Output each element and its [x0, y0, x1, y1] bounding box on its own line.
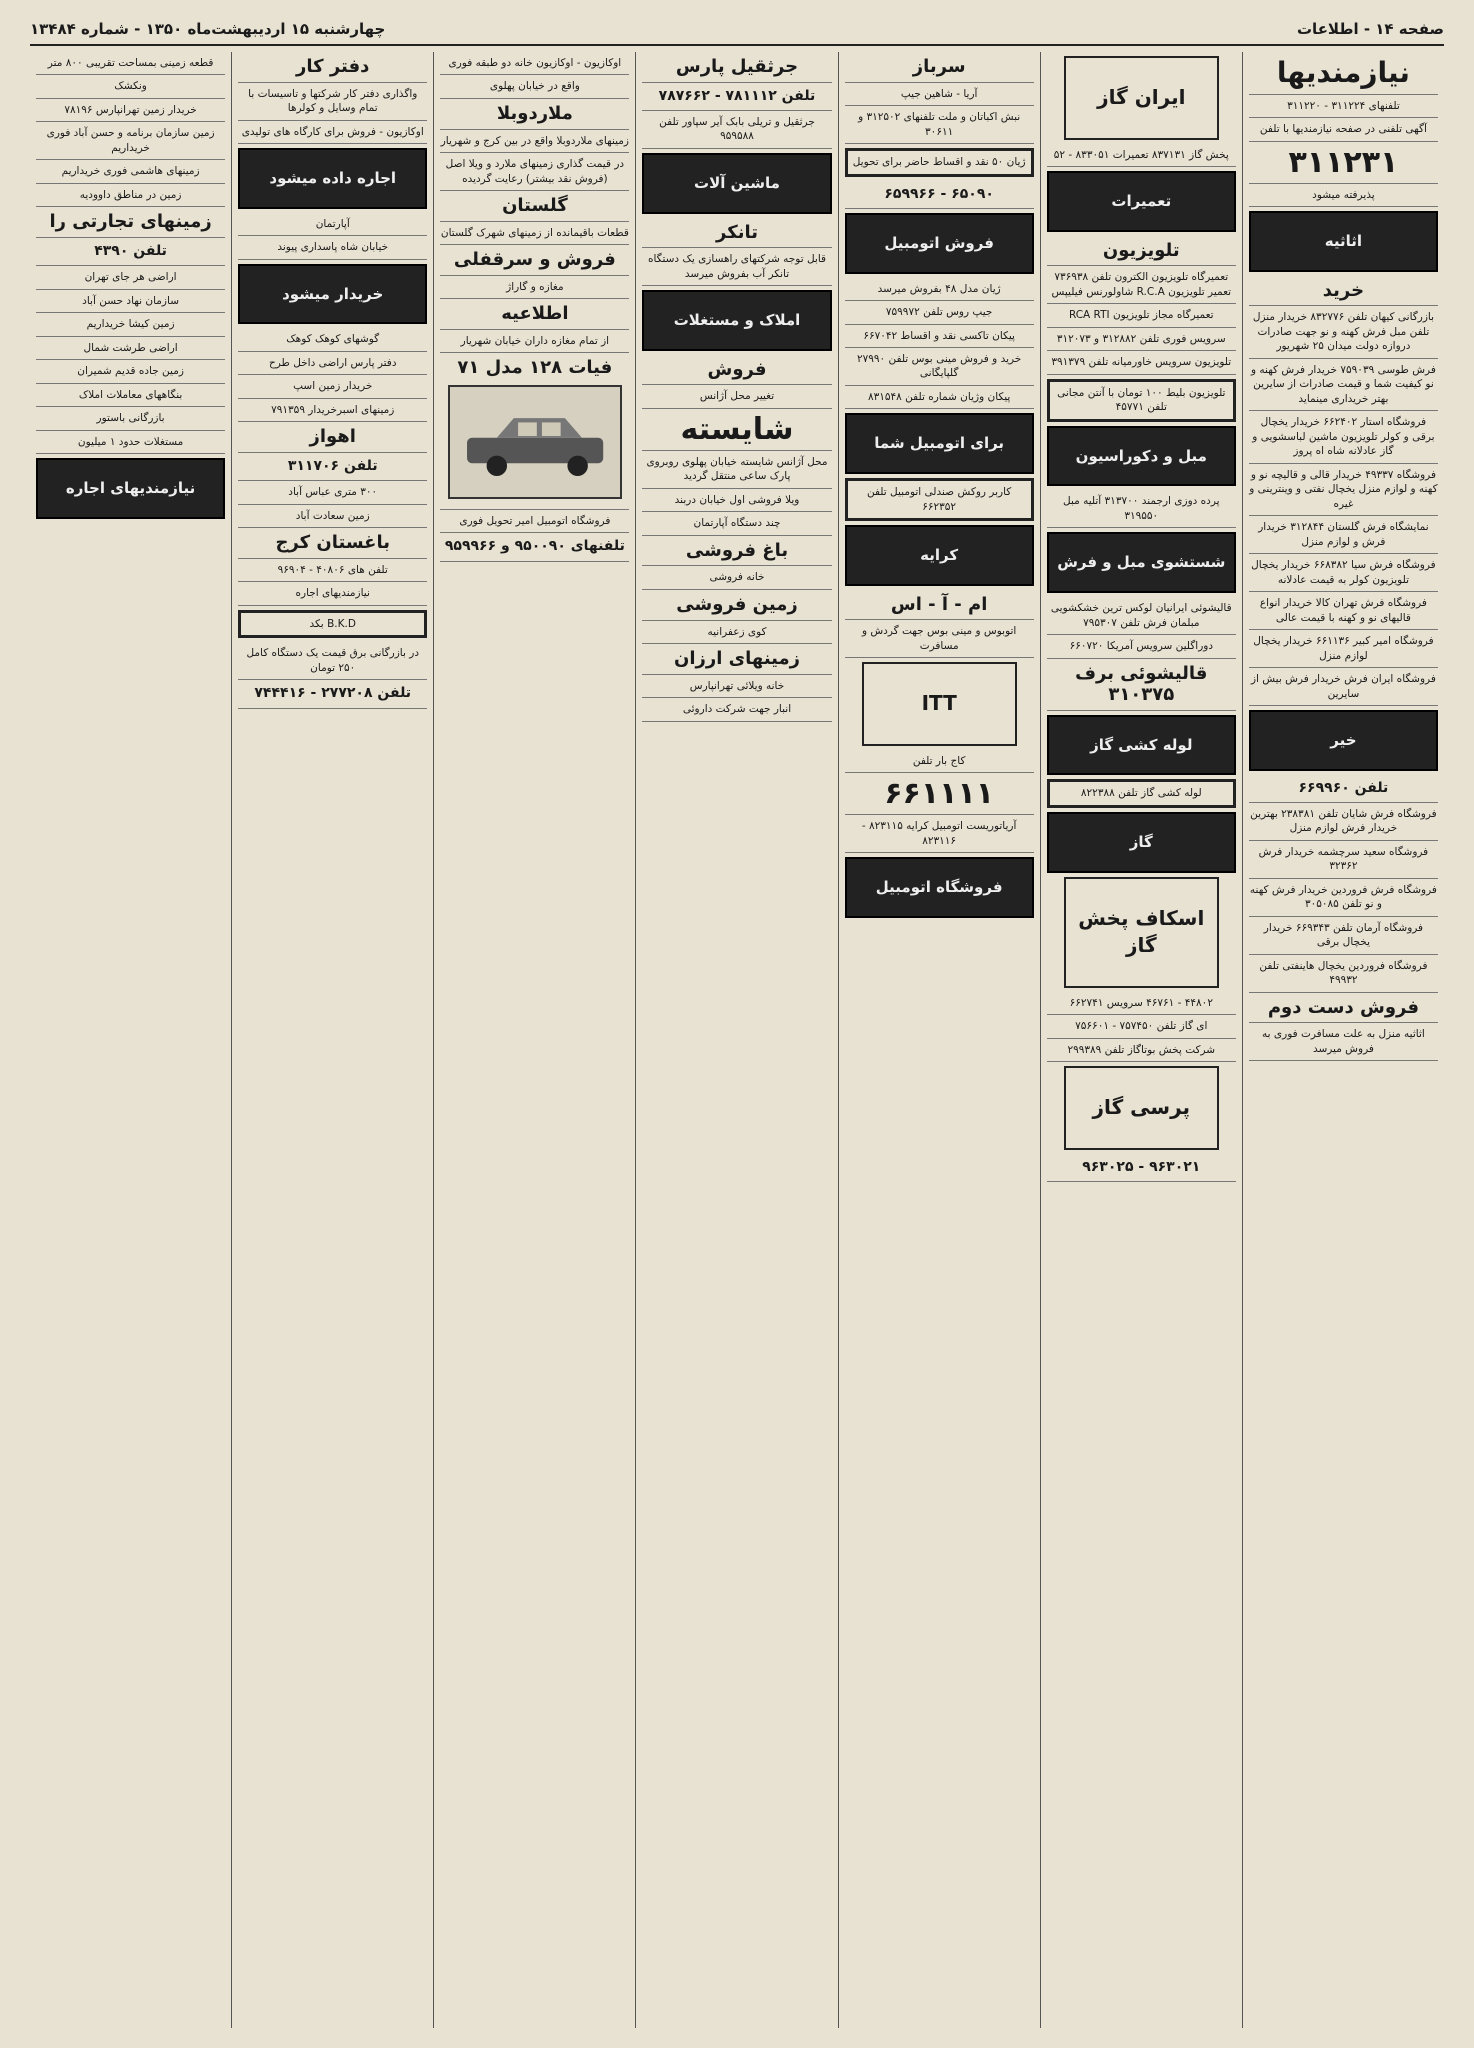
- ad-text: ۴۴۸۰۲ - ۴۶۷۶۱ سرویس ۶۶۲۷۴۱: [1069, 996, 1213, 1009]
- classified-ad: [440, 222, 629, 245]
- ad-text: خریدار زمین اسپ: [293, 380, 373, 393]
- ad-text: قطعه زمینی بمساحت تقریبی ۸۰۰ متر: [47, 57, 214, 69]
- ad-text: خریدار میشود: [282, 284, 384, 303]
- classified-ad: [845, 815, 1034, 853]
- classified-ad: [642, 52, 831, 83]
- ad-text: پیکان تاکسی نقد و اقساط ۶۶۷۰۴۲: [863, 329, 1015, 342]
- classified-ad: [36, 313, 225, 336]
- ad-text: پخش گاز ۸۳۷۱۳۱ تعمیرات ۸۳۳۰۵۱ - ۵۲: [1053, 148, 1229, 161]
- ad-text: زمین سعادت آباد: [295, 509, 370, 522]
- ad-text: گاز: [1129, 832, 1153, 851]
- classified-ad: [1047, 236, 1236, 267]
- ad-text: فروشگاه ایران فرش خریدار فرش بیش از سایرین: [1250, 673, 1436, 700]
- ad-text: ژیان ۵۰ نقد و اقساط حاضر برای تحویل: [852, 156, 1026, 169]
- ad-text: اسکاف پخش گاز: [1078, 905, 1205, 958]
- ad-text: ای گاز تلفن ۷۵۷۴۵۰ - ۷۵۶۶۰۱: [1075, 1020, 1208, 1033]
- classified-ad: [1249, 142, 1438, 184]
- classified-ad: [1249, 411, 1438, 463]
- classified-ad: [440, 52, 629, 75]
- classified-ad: [238, 213, 427, 236]
- ad-text: ۹۶۳۰۲۱ - ۹۶۳۰۲۵: [1082, 1158, 1201, 1175]
- ad-text: محل آژانس شایسته خیابان پهلوی روبروی پارک ساعی منتقل گردید: [646, 455, 828, 483]
- ad-text: زمین کیشا خریداریم: [86, 318, 175, 331]
- classified-ad: [238, 505, 427, 528]
- ad-text: تعمیرات: [1111, 192, 1172, 211]
- boxed-ad: [1047, 779, 1236, 807]
- classified-ad: [440, 330, 629, 353]
- classified-ad: [1249, 184, 1438, 207]
- ad-text: اراضی هر جای تهران: [84, 271, 177, 284]
- classified-ad: [642, 248, 831, 286]
- classified-ad: [440, 276, 629, 299]
- classified-ad: [1047, 1154, 1236, 1182]
- classified-ad: [1249, 464, 1438, 516]
- classified-ad: [36, 238, 225, 266]
- classified-ad: [1249, 775, 1438, 803]
- ad-text: خریدار زمین تهرانپارس ۷۸۱۹۶: [64, 103, 197, 116]
- car-ad: [440, 353, 629, 510]
- classified-ad: [238, 328, 427, 351]
- boxed-ad: [845, 148, 1034, 176]
- classified-ad: [36, 52, 225, 75]
- ad-text: اثاثیه منزل به علت مسافرت فوری به فروش میرسد: [1262, 1028, 1425, 1055]
- classified-ad: [642, 621, 831, 644]
- classified-ad: [440, 245, 629, 276]
- ad-text: تلویزیون: [1102, 239, 1180, 261]
- ad-text: شستشوی مبل و فرش: [1057, 553, 1226, 572]
- ad-text: لوله کشی گاز تلفن ۸۲۲۳۸۸: [1080, 787, 1202, 800]
- ad-text: تلفن ۳۱۱۷۰۶: [287, 457, 378, 474]
- ad-text: فروش: [707, 358, 767, 380]
- classified-ad: [1047, 1015, 1236, 1038]
- ad-text: اثاثیه: [1324, 232, 1363, 251]
- ad-text: ITT: [921, 691, 957, 716]
- classified-ad: [642, 536, 831, 567]
- classified-ad: [845, 52, 1034, 83]
- ad-text: تلفن های ۴۰۸۰۶ - ۹۶۹۰۴: [277, 563, 388, 576]
- classified-ad: [642, 111, 831, 149]
- classified-ad: [238, 236, 427, 259]
- classified-ad: [440, 75, 629, 98]
- ad-text: گلستان: [502, 195, 568, 217]
- column-col4: [635, 52, 837, 2028]
- ad-text: فروشگاه فرش تهران کالا خریدار انواع قالیهای نو و کهنه با قیمت عالی: [1259, 597, 1427, 624]
- ad-text: خانه ویلائی تهرانپارس: [689, 679, 785, 692]
- ad-text: تلفن ۴۳۹۰: [94, 242, 167, 259]
- column-col3: [838, 52, 1040, 2028]
- classified-ad: [1249, 359, 1438, 411]
- boxed-ad: [1047, 379, 1236, 422]
- ad-text: باغستان کرج: [275, 532, 390, 554]
- ad-text: از تمام مغازه داران خیابان شهریار: [460, 334, 610, 347]
- classified-ad: [642, 698, 831, 721]
- section-banner: [1047, 426, 1236, 487]
- ad-text: فرش طوسی ۷۵۹۰۳۹ خریدار فرش کهنه و نو کیفیت شما و قیمت صادرات از سایرین بهتر خریداری مینماید: [1250, 363, 1436, 405]
- ad-text: فروشگاه فروردین یخچال هاینفتی تلفن ۴۹۹۳۲: [1259, 959, 1428, 987]
- ad-text: اجاره داده میشود: [269, 169, 397, 188]
- classified-ad: [1249, 554, 1438, 592]
- ad-text: فروشگاه اتومبیل امیر تحویل فوری: [459, 514, 611, 527]
- classified-ad: [1249, 993, 1438, 1024]
- ad-text: شرکت پخش بوتاگاز تلفن ۲۹۹۳۸۹: [1067, 1043, 1216, 1056]
- classified-ad: [238, 375, 427, 398]
- ad-text: ۶۵۰۹۰ - ۶۵۹۹۶۶: [884, 185, 994, 202]
- ad-text: دفتر کار: [296, 56, 370, 77]
- ad-text: زمین فروشی: [676, 593, 798, 615]
- ad-text: فروشگاه سعید سرچشمه خریدار فرش ۳۲۳۶۲: [1258, 845, 1429, 873]
- classified-ad: [845, 325, 1034, 348]
- ad-text: خیر: [1330, 730, 1357, 749]
- section-banner: [1047, 715, 1236, 776]
- ad-text: خرید: [1322, 279, 1365, 301]
- classified-ad: [1249, 879, 1438, 917]
- column-col5: [433, 52, 635, 2028]
- ad-text: تانکر: [716, 221, 758, 243]
- classified-ad: [440, 510, 629, 533]
- section-banner: [845, 213, 1034, 274]
- ad-text: قطعات باقیمانده از زمینهای شهرک گلستان: [440, 226, 629, 239]
- ad-text: ۳۰۰ متری عباس آباد: [288, 486, 378, 499]
- ad-text: آریا - شاهین جیپ: [900, 87, 978, 100]
- ad-text: سازمان نهاد حسن آباد: [82, 294, 179, 307]
- classified-ad: [1249, 516, 1438, 554]
- column-col7: [30, 52, 231, 2028]
- ad-text: اراضی طرشت شمال: [83, 341, 178, 354]
- ad-text: آریاتوریست اتومبیل کرایه ۸۲۳۱۱۵ - ۸۲۳۱۱۶: [861, 820, 1017, 847]
- ad-text: در بازرگانی برق قیمت یک دستگاه کامل ۲۵۰ تومان: [246, 647, 420, 674]
- classified-ad: [642, 385, 831, 408]
- ad-text: فروشگاه اتومبیل: [875, 878, 1003, 897]
- ad-text: پذیرفته میشود: [1312, 188, 1375, 201]
- column-col6: [231, 52, 433, 2028]
- classified-ad: [238, 352, 427, 375]
- ad-text: ۳۱۱۲۳۱: [1288, 144, 1399, 180]
- classified-ad: [36, 122, 225, 160]
- classified-ad: [1249, 118, 1438, 141]
- classified-ad: [238, 453, 427, 481]
- ad-text: بازرگانی کیهان تلفن ۸۳۲۷۷۶ خریدار منزل تلفن مبل فرش کهنه و نو جهت صادرات دروازه دولت میدان ۲۵ شهریور: [1252, 311, 1435, 353]
- classified-ad: [1249, 95, 1438, 118]
- ad-text: دفتر پارس اراضی داخل طرح: [268, 356, 397, 369]
- classified-ad: [36, 431, 225, 454]
- ad-text: بنگاههای معاملات املاک: [78, 388, 183, 401]
- ad-text: مغازه و گاراژ: [506, 280, 564, 293]
- ad-text: زمینهای ملاردوبلا واقع در بین کرج و شهریار: [440, 134, 629, 147]
- ad-text: مبل و دکوراسیون: [1075, 446, 1207, 465]
- ad-text: ونکشک: [114, 80, 147, 93]
- classified-ad: [845, 386, 1034, 409]
- ad-text: گوشهای کوهک کوهک: [286, 333, 380, 346]
- classified-ad: [1249, 1023, 1438, 1061]
- classified-ad: [642, 409, 831, 451]
- section-banner: [1249, 710, 1438, 771]
- classified-ad: [1249, 630, 1438, 668]
- ad-text: کوی زعفرانیه: [707, 625, 767, 638]
- classified-ad: [1047, 659, 1236, 711]
- ad-text: فروشگاه ۴۹۳۳۷ خریدار قالی و قالیچه نو و کهنه و لوازم منزل یخچال نفتی و وینترینی و غیره: [1249, 468, 1438, 510]
- ad-text: انبار جهت شرکت داروئی: [682, 703, 792, 716]
- ad-text: زمینهای ارزان: [673, 647, 801, 669]
- classified-ad: [845, 83, 1034, 106]
- classified-ad: [36, 384, 225, 407]
- ad-text: فروشگاه فرش فروردین خریدار فرش کهنه و نو تلفن ۳۰۵۰۸۵: [1249, 883, 1437, 911]
- ad-text: ایران گاز: [1097, 85, 1186, 109]
- classified-ad: [238, 399, 427, 422]
- ad-text: زمین سازمان برنامه و حسن آباد فوری خریداریم: [46, 127, 215, 154]
- classified-ad: [36, 337, 225, 360]
- ad-text: ویلا فروشی اول خیابان دربند: [674, 493, 800, 506]
- classified-ad: [1047, 1039, 1236, 1062]
- ad-text: فروش دست دوم: [1267, 996, 1419, 1018]
- ad-text: کرایه: [920, 546, 959, 565]
- classified-ad: [238, 582, 427, 605]
- ad-text: زمین در مناطق داوودیه: [79, 188, 182, 201]
- classified-ad: [36, 266, 225, 289]
- boxed-ad: [845, 478, 1034, 521]
- classifieds-page: [30, 52, 1444, 2028]
- classified-ad: [1047, 490, 1236, 528]
- classified-ad: [440, 191, 629, 222]
- ad-text: تلفن ۷۸۱۱۱۲ - ۷۸۷۶۶۲: [658, 87, 816, 104]
- classified-ad: [1047, 144, 1236, 167]
- ad-text: جرثقیل پارس: [675, 56, 799, 77]
- classified-ad: [440, 153, 629, 191]
- ad-text: خانه فروشی: [709, 571, 765, 584]
- classified-ad: [238, 52, 427, 83]
- ad-text: فروشگاه استار ۶۶۲۴۰۲ خریدار یخچال برقی و کولر تلویزیون ماشین لباسشویی و گاز عادلانه شاه اه پروز: [1252, 416, 1435, 458]
- classified-ad: [845, 620, 1034, 658]
- ad-text: آگهی تلفنی در صفحه نیازمندیها با تلفن: [1259, 123, 1427, 136]
- ad-text: نیازمندیهای اجاره: [295, 587, 370, 600]
- ad-text: دوراگلین سرویس آمریکا ۶۶۰۷۲۰: [1069, 640, 1214, 653]
- classified-ad: [845, 773, 1034, 815]
- classified-ad: [1047, 304, 1236, 327]
- ad-text: جرثقیل و تریلی بابک آیر سپاور تلفن ۹۵۹۵۸۸: [659, 115, 815, 143]
- ad-text: اطلاعیه: [501, 303, 569, 325]
- page-header: [30, 14, 1444, 46]
- classified-ad: [845, 348, 1034, 386]
- ad-text: اوکازیون - فروش برای کارگاه های تولیدی: [241, 125, 424, 138]
- ad-text: نیازمندیهای اجاره: [65, 479, 196, 498]
- classified-ad: [36, 99, 225, 122]
- classified-ad: [642, 218, 831, 249]
- ad-text: ام - آ - اس: [890, 593, 988, 615]
- classified-ad: [845, 590, 1034, 621]
- classified-ad: [1047, 351, 1236, 374]
- classified-ad: [1047, 635, 1236, 658]
- classified-ad: [1047, 328, 1236, 351]
- section-banner: [845, 857, 1034, 918]
- classified-ad: [238, 642, 427, 680]
- classified-ad: [642, 644, 831, 675]
- ad-text: فروش و سرقفلی: [453, 249, 616, 271]
- ad-logo: [1064, 1066, 1219, 1150]
- ad-text: زمینهای تجارتی را: [49, 211, 212, 233]
- ad-text: تلفن ۲۷۷۲۰۸ - ۷۴۴۴۱۶: [254, 685, 412, 702]
- ad-text: کاج بار تلفن: [912, 754, 966, 767]
- classified-ad: [440, 130, 629, 153]
- ad-text: نیازمندیها: [1276, 56, 1410, 89]
- classified-ad: [440, 533, 629, 561]
- car-icon: [450, 387, 620, 497]
- ad-text: ژیان مدل ۴۸ بفروش میرسد: [877, 282, 1001, 295]
- classified-ad: [642, 451, 831, 489]
- section-banner: [1047, 812, 1236, 873]
- ad-logo: [862, 662, 1017, 746]
- ad-text: نمایشگاه فرش گلستان ۳۱۲۸۴۴ خریدار فرش و لوازم منزل: [1258, 521, 1429, 548]
- classified-ad: [36, 160, 225, 183]
- boxed-ad: [238, 610, 427, 638]
- section-banner: [845, 525, 1034, 586]
- classified-ad: [238, 481, 427, 504]
- page-label: صفحه ۱۴ - اطلاعات: [1296, 20, 1444, 38]
- ad-text: پیکان وژیان شماره تلفن ۸۳۱۵۴۸: [867, 390, 1011, 403]
- classified-ad: [642, 512, 831, 535]
- classified-ad: [642, 83, 831, 111]
- classified-ad: [642, 590, 831, 621]
- classified-ad: [36, 184, 225, 207]
- ad-text: تلویزیون بلیط ۱۰۰ تومان با آنتن مجانی تلفن ۴۵۷۷۱: [1057, 386, 1226, 414]
- classified-ad: [1249, 306, 1438, 358]
- ad-text: زمینهای هاشمی فوری خریداریم: [61, 165, 200, 178]
- ad-text: واقع در خیابان پهلوی: [489, 80, 580, 93]
- classified-ad: [440, 99, 629, 130]
- section-banner: [642, 290, 831, 351]
- classified-ad: [845, 181, 1034, 209]
- classified-ad: [36, 290, 225, 313]
- classified-ad: [642, 566, 831, 589]
- ad-text: قابل توجه شرکتهای راهسازی یک دستگاه تانکر آب بفروش میرسد: [647, 253, 827, 280]
- ad-text: بازرگانی باستور: [96, 412, 165, 425]
- ad-text: تلفنهای ۹۵۰۰۹۰ و ۹۵۹۹۶۶: [444, 538, 625, 555]
- classified-ad: [238, 528, 427, 559]
- column-col2: [1040, 52, 1242, 2028]
- ad-text: ۶۶۱۱۱۱: [884, 776, 995, 812]
- ad-text: نبش اکباتان و ملت تلفنهای ۳۱۲۵۰۲ و ۳۰۶۱۱: [858, 111, 1021, 138]
- section-banner: [1047, 171, 1236, 232]
- classified-ad: [1249, 955, 1438, 993]
- section-banner: [642, 153, 831, 214]
- classified-ad: [845, 750, 1034, 773]
- classified-ad: [642, 489, 831, 512]
- classified-ad: [1047, 597, 1236, 635]
- ad-text: زمین جاده قدیم شمیران: [77, 365, 184, 378]
- ad-text: چند دستگاه آپارتمان: [693, 517, 781, 530]
- ad-text: پرده دوزی ارجمند ۳۱۳۷۰۰ آتلیه مبل ۳۱۹۵۵۰: [1063, 495, 1220, 522]
- ad-logo: [1064, 56, 1219, 140]
- ad-text: تعمیرگاه مجاز تلویزیون RCA RTI: [1068, 309, 1214, 322]
- classified-ad: [1249, 592, 1438, 630]
- ad-text: تلفن ۶۶۹۹۶۰: [1298, 779, 1389, 796]
- classified-ad: [238, 680, 427, 708]
- ad-text: سرباز: [912, 56, 966, 77]
- ad-text: مستغلات حدود ۱ میلیون: [77, 435, 184, 448]
- classified-ad: [845, 301, 1034, 324]
- car-ad-title: فیات ۱۲۸ مدل ۷۱: [457, 357, 613, 379]
- classified-ad: [36, 75, 225, 98]
- classified-ad: [1047, 266, 1236, 304]
- ad-text: جیپ روس تلفن ۷۵۹۹۷۲: [885, 306, 993, 319]
- classified-ad: [1249, 841, 1438, 879]
- ad-text: اهواز: [309, 426, 356, 448]
- ad-text: تعمیرگاه تلویزیون الکترون تلفن ۷۳۶۹۳۸ تعمیر تلویزیون R.C.A شاولورنس فیلیپس: [1051, 271, 1232, 298]
- classified-ad: [1249, 52, 1438, 95]
- classified-ad: [1047, 992, 1236, 1015]
- ad-text: سرویس فوری تلفن ۳۱۲۸۸۲ و ۳۱۲۰۷۳: [1056, 332, 1226, 345]
- section-banner: [36, 458, 225, 519]
- classified-ad: [845, 278, 1034, 301]
- issue-date: چهارشنبه ۱۵ اردیبهشت‌ماه ۱۳۵۰ - شماره ۱۳۴۸۴: [30, 20, 386, 38]
- classified-ad: [238, 121, 427, 144]
- ad-text: پرسی گاز: [1092, 1095, 1191, 1120]
- classified-ad: [845, 106, 1034, 144]
- ad-text: قالیشوئی ایرانیان لوکس ترین خشکشویی مبلمان فرش تلفن ۷۹۵۳۰۷: [1050, 602, 1232, 629]
- classified-ad: [36, 407, 225, 430]
- classified-ad: [238, 422, 427, 453]
- ad-text: فروشگاه فرش شایان تلفن ۲۳۸۳۸۱ بهترین خریدار فرش لوازم منزل: [1250, 807, 1437, 835]
- classified-ad: [642, 675, 831, 698]
- classified-ad: [1249, 803, 1438, 841]
- ad-text: قالیشوئی برف ۳۱۰۳۷۵: [1075, 662, 1208, 706]
- classified-ad: [238, 83, 427, 121]
- ad-text: خرید و فروش مینی بوس تلفن ۲۷۹۹۰ گلپایگانی: [856, 352, 1022, 380]
- car-photo: [448, 385, 622, 499]
- ad-text: آپارتمان: [315, 217, 350, 230]
- ad-text: واگذاری دفتر کار شرکتها و تاسیسات با تمام وسایل و کولرها: [248, 87, 418, 115]
- ad-text: فروشگاه آرمان تلفن ۶۶۹۳۴۳ خریدار یخچال برقی: [1263, 921, 1424, 949]
- section-banner: [1249, 211, 1438, 272]
- section-banner: [1047, 532, 1236, 593]
- ad-text: خیابان شاه پاسداری پیوند: [277, 241, 389, 254]
- classified-ad: [36, 207, 225, 238]
- classified-ad: [238, 559, 427, 582]
- classified-ad: [1249, 276, 1438, 307]
- ad-text: لوله کشی گاز: [1090, 735, 1193, 754]
- ad-text: اتوبوس و مینی بوس جهت گردش و مسافرت: [861, 625, 1017, 652]
- ad-text: برای اتومبیل شما: [874, 434, 1005, 453]
- ad-text: شایسته: [680, 411, 794, 447]
- ad-text: فروشگاه امیر کبیر ۶۶۱۱۳۶ خریدار یخچال لوازم منزل: [1253, 635, 1434, 662]
- ad-text: زمینهای اسبرخریدار ۷۹۱۳۵۹: [271, 403, 395, 416]
- ad-text: ملاردوبلا: [496, 102, 573, 124]
- ad-text: ماشین آلات: [694, 173, 780, 192]
- ad-text: اوکازیون - اوکازیون خانه دو طبقه فوری: [448, 57, 622, 69]
- section-banner: [845, 413, 1034, 474]
- classified-ad: [642, 355, 831, 386]
- ad-text: در قیمت گذاری زمینهای ملارد و ویلا اصل (فروش نقد بیشتر) رعایت گردیده: [445, 158, 625, 185]
- ad-text: تغییر محل آژانس: [699, 390, 775, 403]
- ad-text: فروش اتومبیل: [884, 233, 994, 252]
- ad-text: تلفنهای ۳۱۱۲۲۴ - ۳۱۱۲۲۰: [1287, 99, 1400, 112]
- classified-ad: [1249, 917, 1438, 955]
- ad-text: فروشگاه فرش سیا ۶۶۸۳۸۲ خریدار یخچال تلویزیون کولر به قیمت عادلانه: [1251, 559, 1436, 586]
- ad-text: باغ فروشی: [685, 539, 789, 561]
- classified-ad: [440, 299, 629, 330]
- section-banner: [238, 148, 427, 209]
- classified-ad: [1249, 668, 1438, 706]
- classified-ad: [36, 360, 225, 383]
- ad-logo: [1064, 877, 1219, 988]
- column-col1: [1242, 52, 1444, 2028]
- section-banner: [238, 264, 427, 325]
- ad-text: تلویزیون سرویس خاورمیانه تلفن ۳۹۱۳۷۹: [1051, 356, 1232, 369]
- ad-text: املاک و مستغلات: [673, 311, 801, 330]
- ad-text: B.K.D بکد: [309, 617, 356, 630]
- ad-text: کاربر روکش صندلی اتومبیل تلفن ۶۶۲۳۵۲: [867, 486, 1012, 513]
